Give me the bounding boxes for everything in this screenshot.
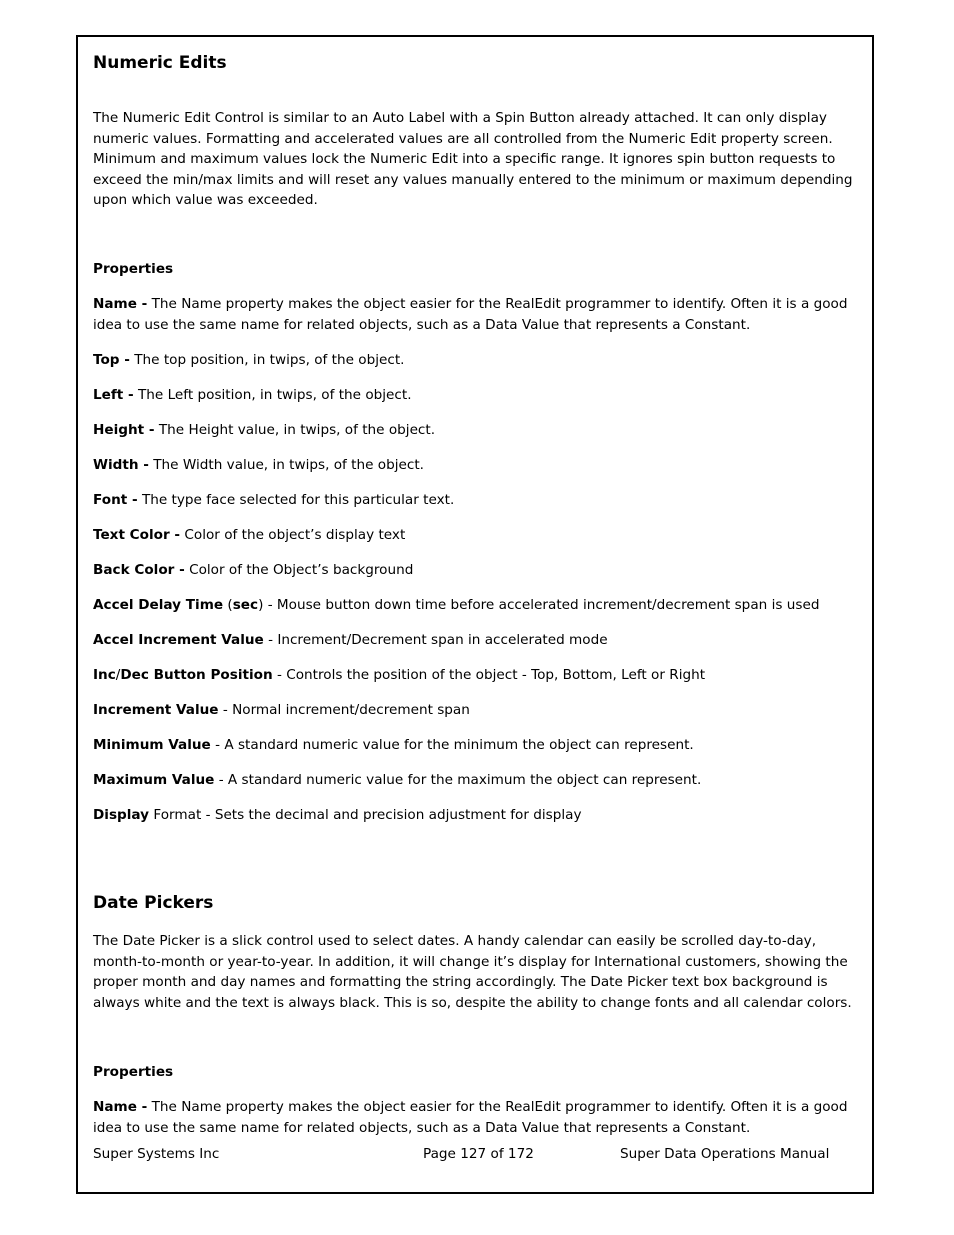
prop-accel-delay-time: Accel Delay Time (sec) - Mouse button down time before accelerated increment/decrement span is used: [93, 597, 820, 613]
footer-company: Super Systems Inc: [93, 1146, 220, 1162]
prop-display-format: Display Format - Sets the decimal and precision adjustment for display: [93, 807, 582, 823]
prop-name: Name - The Name property makes the object easier for the RealEdit programmer to identify. Often it is a good idea to use the same name for related objects, such as a Data Value that represents a Constant.: [93, 296, 848, 333]
prop-back-color: Back Color - Color of the Object’s background: [93, 562, 414, 578]
prop-font: Font - The type face selected for this particular text.: [93, 492, 455, 508]
prop-left: Left - The Left position, in twips, of the object.: [93, 387, 412, 403]
prop-top: Top - The top position, in twips, of the object.: [93, 352, 405, 368]
prop-maximum-value: Maximum Value - A standard numeric value for the maximum the object can represent.: [93, 772, 702, 788]
date-prop-name: Name - The Name property makes the object easier for the RealEdit programmer to identify. Often it is a good idea to use the same name for related objects, such as a Data Value that represents a Constant.: [93, 1099, 848, 1136]
prop-accel-increment-value: Accel Increment Value - Increment/Decrement span in accelerated mode: [93, 632, 608, 648]
numeric-edits-intro: The Numeric Edit Control is similar to an Auto Label with a Spin Button already attached. It can only display numeric values. Formatting and accelerated values are all controlled from the Numeric Edit property screen. Minimum and maximum values lock the Numeric Edit into a specific range. It ignores spin button requests to exceed the min/max limits and will reset any values manually entered to the minimum or maximum depending upon which value was exceeded.: [93, 110, 853, 208]
footer-page-number: Page 127 of 172: [423, 1146, 534, 1162]
prop-text-color: Text Color - Color of the object’s display text: [93, 527, 406, 543]
prop-height: Height - The Height value, in twips, of the object.: [93, 422, 436, 438]
section-title-date-pickers: Date Pickers: [93, 893, 214, 913]
prop-increment-value: Increment Value - Normal increment/decrement span: [93, 702, 470, 718]
date-pickers-intro: The Date Picker is a slick control used to select dates. A handy calendar can easily be scrolled day-to-day, month-to-month or year-to-year. In addition, it will change it’s display for International customers, showing the proper month and day names and formatting the string accordingly. The Date Picker text box background is always white and the text is always black. This is so, despite the ability to change fonts and all calendar colors.: [93, 933, 852, 1011]
date-properties-heading: Properties: [93, 1064, 174, 1080]
prop-width: Width - The Width value, in twips, of the object.: [93, 457, 425, 473]
prop-minimum-value: Minimum Value - A standard numeric value for the minimum the object can represent.: [93, 737, 694, 753]
footer-manual-title: Super Data Operations Manual: [620, 1146, 830, 1162]
section-title-numeric-edits: Numeric Edits: [93, 53, 227, 73]
numeric-properties-heading: Properties: [93, 261, 174, 277]
prop-inc-dec-button-position: Inc/Dec Button Position - Controls the position of the object - Top, Bottom, Left or Right: [93, 667, 706, 683]
